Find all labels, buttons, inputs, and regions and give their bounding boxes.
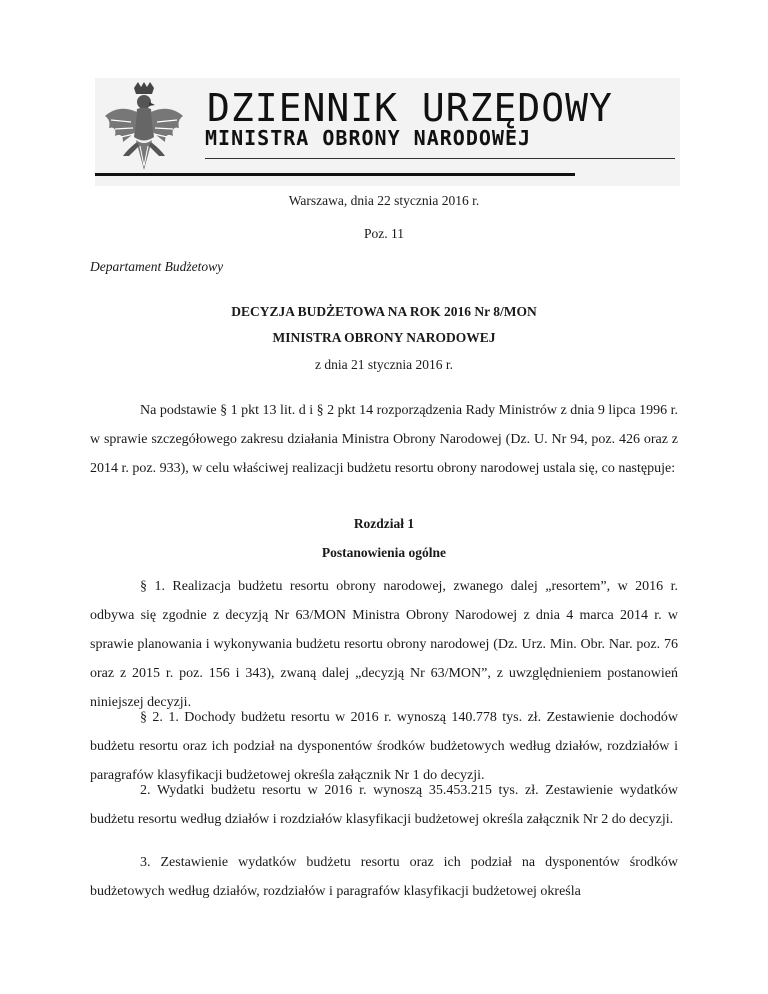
department-name: Departament Budżetowy	[90, 259, 224, 274]
section-1-paragraph: § 1. Realizacja budżetu resortu obrony narodowej, zwanego dalej „resortem”, w 2016 r. odbywa się zgodnie z decyzją Nr 63/MON Ministra Obrony Narodowej z dnia 4 marca 2014 r. w sprawie planowania i wykonywania budżetu resortu obrony narodowej (Dz. Urz. Min. Obr. Nar. poz. 76 oraz z 2015 r. poz. 156 i 343), zwaną dalej „decyzją Nr 63/MON”, z uwzględnieniem postanowień niniejszej decyzji.	[90, 579, 678, 710]
chapter-heading: Rozdział 1	[353, 516, 415, 531]
eagle-emblem-icon	[101, 82, 187, 182]
section-2-3-paragraph: 3. Zestawienie wydatków budżetu resortu oraz ich podział na dysponentów środków budżetowych według działów, rozdziałów i paragrafów klasyfikacji budżetowej określa	[90, 855, 678, 899]
document-title: DECYZJA BUDŻETOWA NA ROK 2016 Nr 8/MON	[231, 304, 537, 319]
masthead-underline	[95, 173, 575, 176]
publication-title: DZIENNIK URZĘDOWY	[207, 86, 613, 130]
preamble-paragraph: Na podstawie § 1 pkt 13 lit. d i § 2 pkt 14 rozporządzenia Rady Ministrów z dnia 9 lipca 1996 r. w sprawie szczegółowego zakresu działania Ministra Obrony Narodowej (Dz. U. Nr 94, poz. 426 oraz z 2014 r. poz. 933), w celu właściwej realizacji budżetu resortu obrony narodowej ustala się, co następuje:	[90, 403, 678, 476]
document-issuer: MINISTRA OBRONY NARODOWEJ	[272, 330, 496, 345]
masthead	[95, 78, 680, 186]
chapter-title: Postanowienia ogólne	[321, 545, 447, 560]
place-date: Warszawa, dnia 22 stycznia 2016 r.	[288, 193, 480, 208]
masthead-divider	[205, 158, 675, 159]
section-2-2-paragraph: 2. Wydatki budżetu resortu w 2016 r. wynoszą 35.453.215 tys. zł. Zestawienie wydatków budżetu resortu według działów i rozdziałów klasyfikacji budżetowej określa załącznik Nr 2 do decyzji.	[90, 783, 678, 827]
publication-subtitle: MINISTRA OBRONY NARODOWEJ	[205, 126, 532, 150]
section-2-1-paragraph: § 2. 1. Dochody budżetu resortu w 2016 r. wynoszą 140.778 tys. zł. Zestawienie dochodów budżetu resortu oraz ich podział na dysponentów środków budżetowych według działów, rozdziałów i paragrafów klasyfikacji budżetowej określa załącznik Nr 1 do decyzji.	[90, 710, 678, 783]
position-number: Poz. 11	[364, 226, 404, 241]
document-date: z dnia 21 stycznia 2016 r.	[315, 357, 453, 372]
